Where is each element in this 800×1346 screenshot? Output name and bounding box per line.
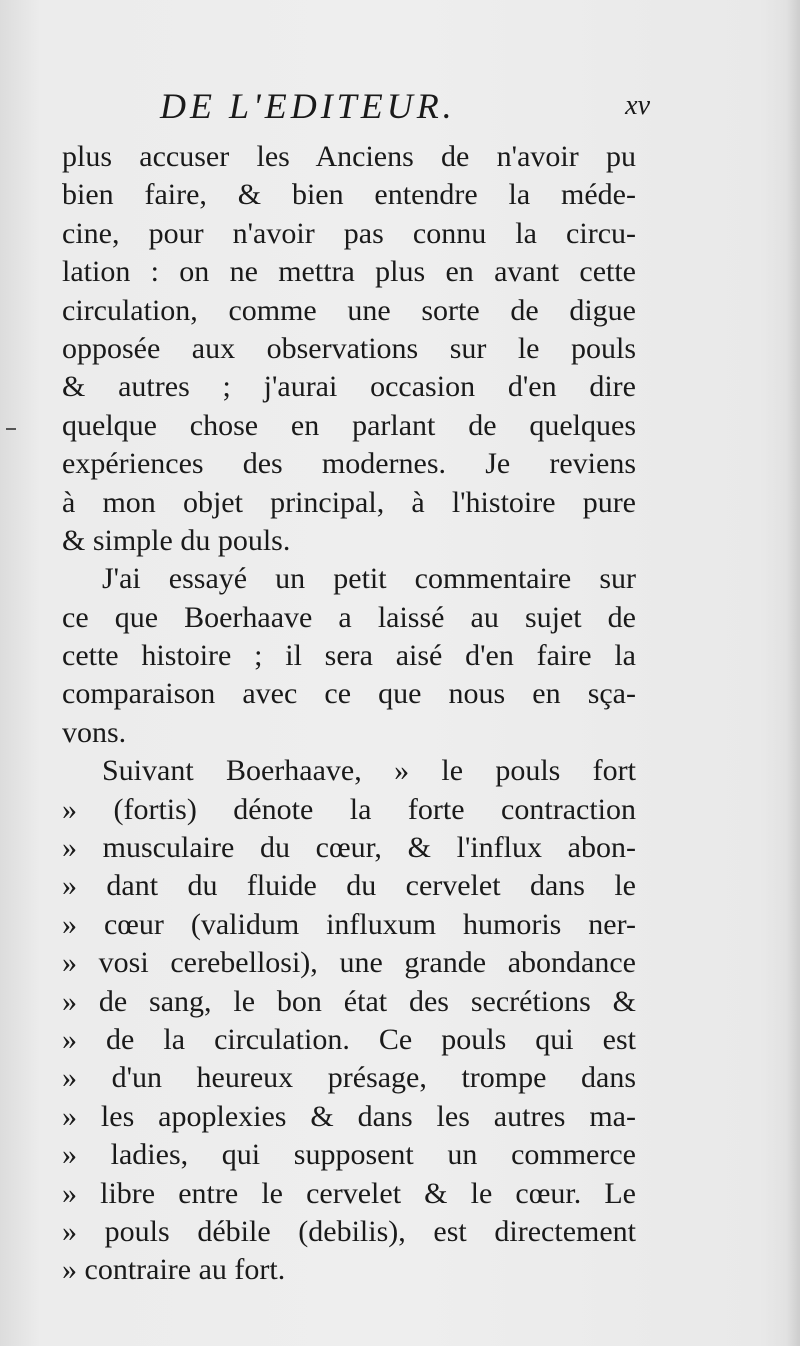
text-line: circulation, comme une sorte de digue [62,293,636,327]
text-line: » les apoplexies & dans les autres ma- [62,1099,636,1133]
text-line: » dant du fluide du cervelet dans le [62,869,636,903]
text-line: » musculaire du cœur, & l'influx abon- [62,831,636,865]
text-line: expériences des modernes. Je reviens [62,447,636,481]
text-line: cette histoire ; il sera aisé d'en faire la [62,639,636,673]
text-line: quelque chose en parlant de quelques [62,408,636,442]
text-line: » d'un heureux présage, trompe dans [62,1061,636,1095]
text-line: & autres ; j'aurai occasion d'en dire [62,370,636,404]
text-line: J'ai essayé un petit commentaire sur [102,562,636,596]
text-line: » (fortis) dénote la forte contraction [62,792,636,826]
text-line: Suivant Boerhaave, » le pouls fort [102,754,636,788]
text-line: bien faire, & bien entendre la méde- [62,178,636,212]
text-line: » contraire au fort. [62,1253,286,1287]
text-line: opposée aux observations sur le pouls [62,331,636,365]
text-line: » pouls débile (debilis), est directement [62,1214,636,1248]
page-header [160,84,650,128]
text-line: vons. [62,715,127,749]
text-line: cine, pour n'avoir pas connu la circu- [62,216,636,250]
running-head: DE L'EDITEUR. [160,86,456,126]
text-line: » de sang, le bon état des secrétions & [62,984,636,1018]
text-line: comparaison avec ce que nous en sça- [62,677,636,711]
text-line: » libre entre le cervelet & le cœur. Le [62,1176,636,1210]
text-line: lation : on ne mettra plus en avant cette [62,255,636,289]
text-line: ce que Boerhaave a laissé au sujet de [62,600,636,634]
text-line: » cœur (validum influxum humoris ner- [62,907,636,941]
text-line: » de la circulation. Ce pouls qui est [62,1022,636,1056]
body-text [62,138,636,1290]
text-line: plus accuser les Anciens de n'avoir pu [62,140,636,173]
text-line: » ladies, qui supposent un commerce [62,1138,636,1172]
text-line: » vosi cerebellosi), une grande abondance [62,946,636,980]
text-line: & simple du pouls. [62,523,291,557]
text-line: à mon objet principal, à l'histoire pure [62,485,636,519]
margin-mark [6,428,16,430]
page-number: xv [625,90,650,121]
page-edge-shadow [786,0,800,1346]
